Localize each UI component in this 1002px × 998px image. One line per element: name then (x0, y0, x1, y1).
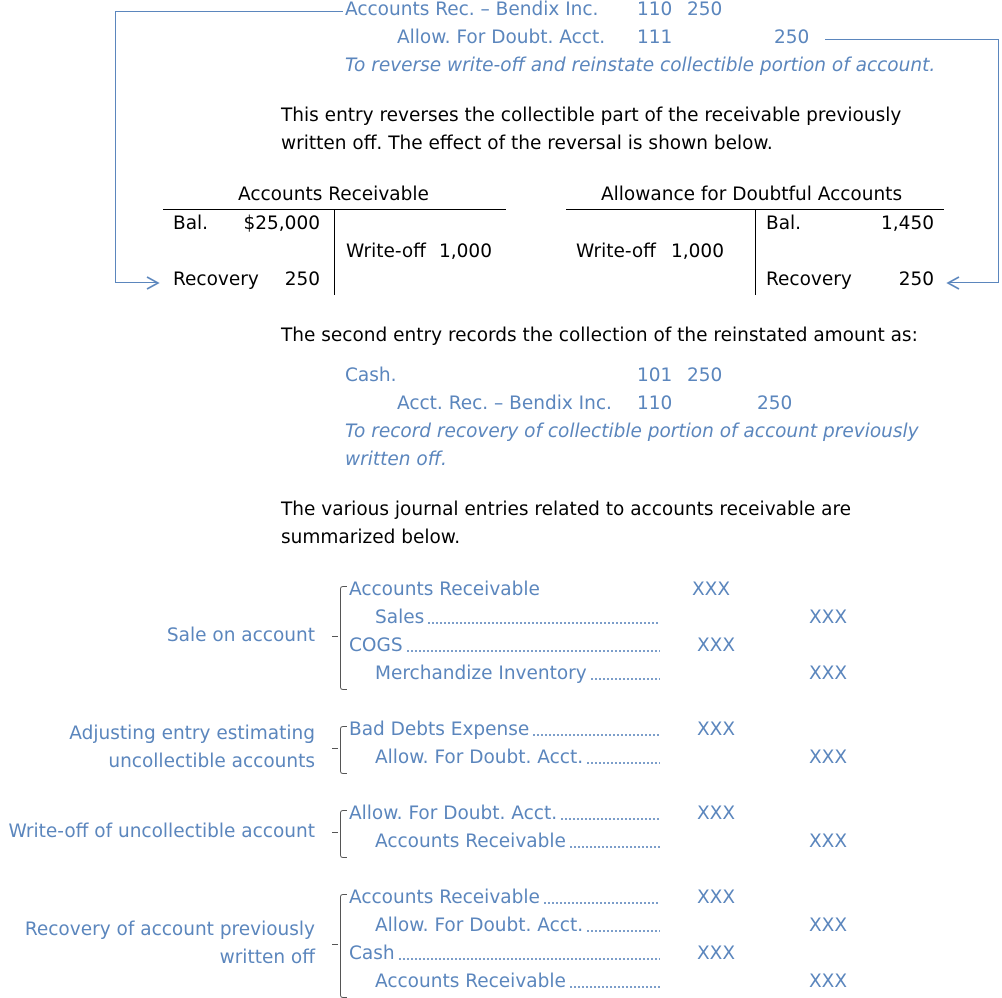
summary-account: Allow. For Doubt. Acct. (375, 915, 584, 936)
dotted-leader (427, 621, 660, 625)
summary-group-label: Adjusting entry estimating (69, 723, 315, 744)
bracket-icon (340, 726, 347, 774)
summary-amount: XXX (809, 607, 848, 628)
entry2-credit-ref: 110 (637, 393, 673, 414)
entry2-debit-ref: 101 (637, 365, 673, 386)
entry2-credit-account: Acct. Rec. – Bendix Inc. (397, 393, 612, 414)
summary-account: Allow. For Doubt. Acct. (349, 803, 558, 824)
dotted-leader (590, 677, 660, 681)
dotted-leader (532, 733, 660, 737)
bracket-icon (340, 894, 347, 998)
entry1-credit-account: Allow. For Doubt. Acct. (397, 27, 606, 48)
dotted-leader (398, 957, 660, 961)
dotted-leader (406, 649, 660, 653)
summary-amount: XXX (697, 635, 736, 656)
paragraph-collection: The second entry records the collection of the reinstated amount as: (281, 325, 918, 346)
summary-account: Merchandize Inventory (375, 663, 587, 684)
summary-account: Sales (375, 607, 425, 628)
dotted-leader (543, 901, 660, 905)
summary-amount: XXX (697, 803, 736, 824)
summary-amount: XXX (697, 943, 736, 964)
entry2-credit-amount: 250 (757, 393, 793, 414)
summary-account: Accounts Receivable (349, 579, 540, 600)
entry2-memo-line2: written off. (345, 449, 447, 470)
t-account-title: Accounts Receivable (238, 184, 429, 205)
bracket-icon (340, 810, 347, 858)
bracket-tick (332, 832, 338, 833)
entry1-memo: To reverse write-off and reinstate collectible portion of account. (345, 55, 936, 76)
entry2-debit-account: Cash. (345, 365, 397, 386)
arrow-right-icon (145, 275, 161, 291)
summary-amount: XXX (809, 915, 848, 936)
entry1-debit-account: Accounts Rec. – Bendix Inc. (345, 0, 599, 20)
dotted-leader (569, 985, 660, 989)
summary-amount: XXX (809, 747, 848, 768)
entry2-debit-amount: 250 (687, 365, 723, 386)
summary-amount: XXX (809, 971, 848, 992)
dotted-leader (569, 845, 660, 849)
bracket-icon (340, 586, 347, 690)
dotted-leader (586, 929, 660, 933)
bracket-tick (332, 944, 338, 945)
summary-amount: XXX (692, 579, 731, 600)
summary-group-label: written off (219, 947, 315, 968)
summary-amount: XXX (697, 887, 736, 908)
entry1-debit-amount: 250 (687, 0, 723, 20)
summary-account: Cash (349, 943, 395, 964)
entry1-credit-ref: 111 (637, 27, 673, 48)
summary-account: Accounts Receivable (375, 831, 566, 852)
summary-amount: XXX (697, 719, 736, 740)
summary-amount: XXX (809, 831, 848, 852)
dotted-leader (560, 817, 660, 821)
summary-account: Bad Debts Expense (349, 719, 530, 740)
entry1-debit-ref: 110 (637, 0, 673, 20)
summary-account: Allow. For Doubt. Acct. (375, 747, 584, 768)
summary-amount: XXX (809, 663, 848, 684)
entry1-credit-amount: 250 (774, 27, 810, 48)
summary-group-label: Write-off of uncollectible account (8, 821, 315, 842)
summary-group-label: Sale on account (166, 625, 315, 646)
summary-group-label: Recovery of account previously (24, 919, 315, 940)
t-account-title: Allowance for Doubtful Accounts (601, 184, 903, 205)
summary-account: Accounts Receivable (375, 971, 566, 992)
arrow-left-icon (945, 275, 961, 291)
entry2-memo-line1: To record recovery of collectible portion of account previously (345, 421, 919, 442)
summary-account: Accounts Receivable (349, 887, 540, 908)
bracket-tick (332, 636, 338, 637)
bracket-tick (332, 748, 338, 749)
dotted-leader (586, 761, 660, 765)
summary-account: COGS (349, 635, 403, 656)
summary-group-label: uncollectible accounts (108, 751, 315, 772)
